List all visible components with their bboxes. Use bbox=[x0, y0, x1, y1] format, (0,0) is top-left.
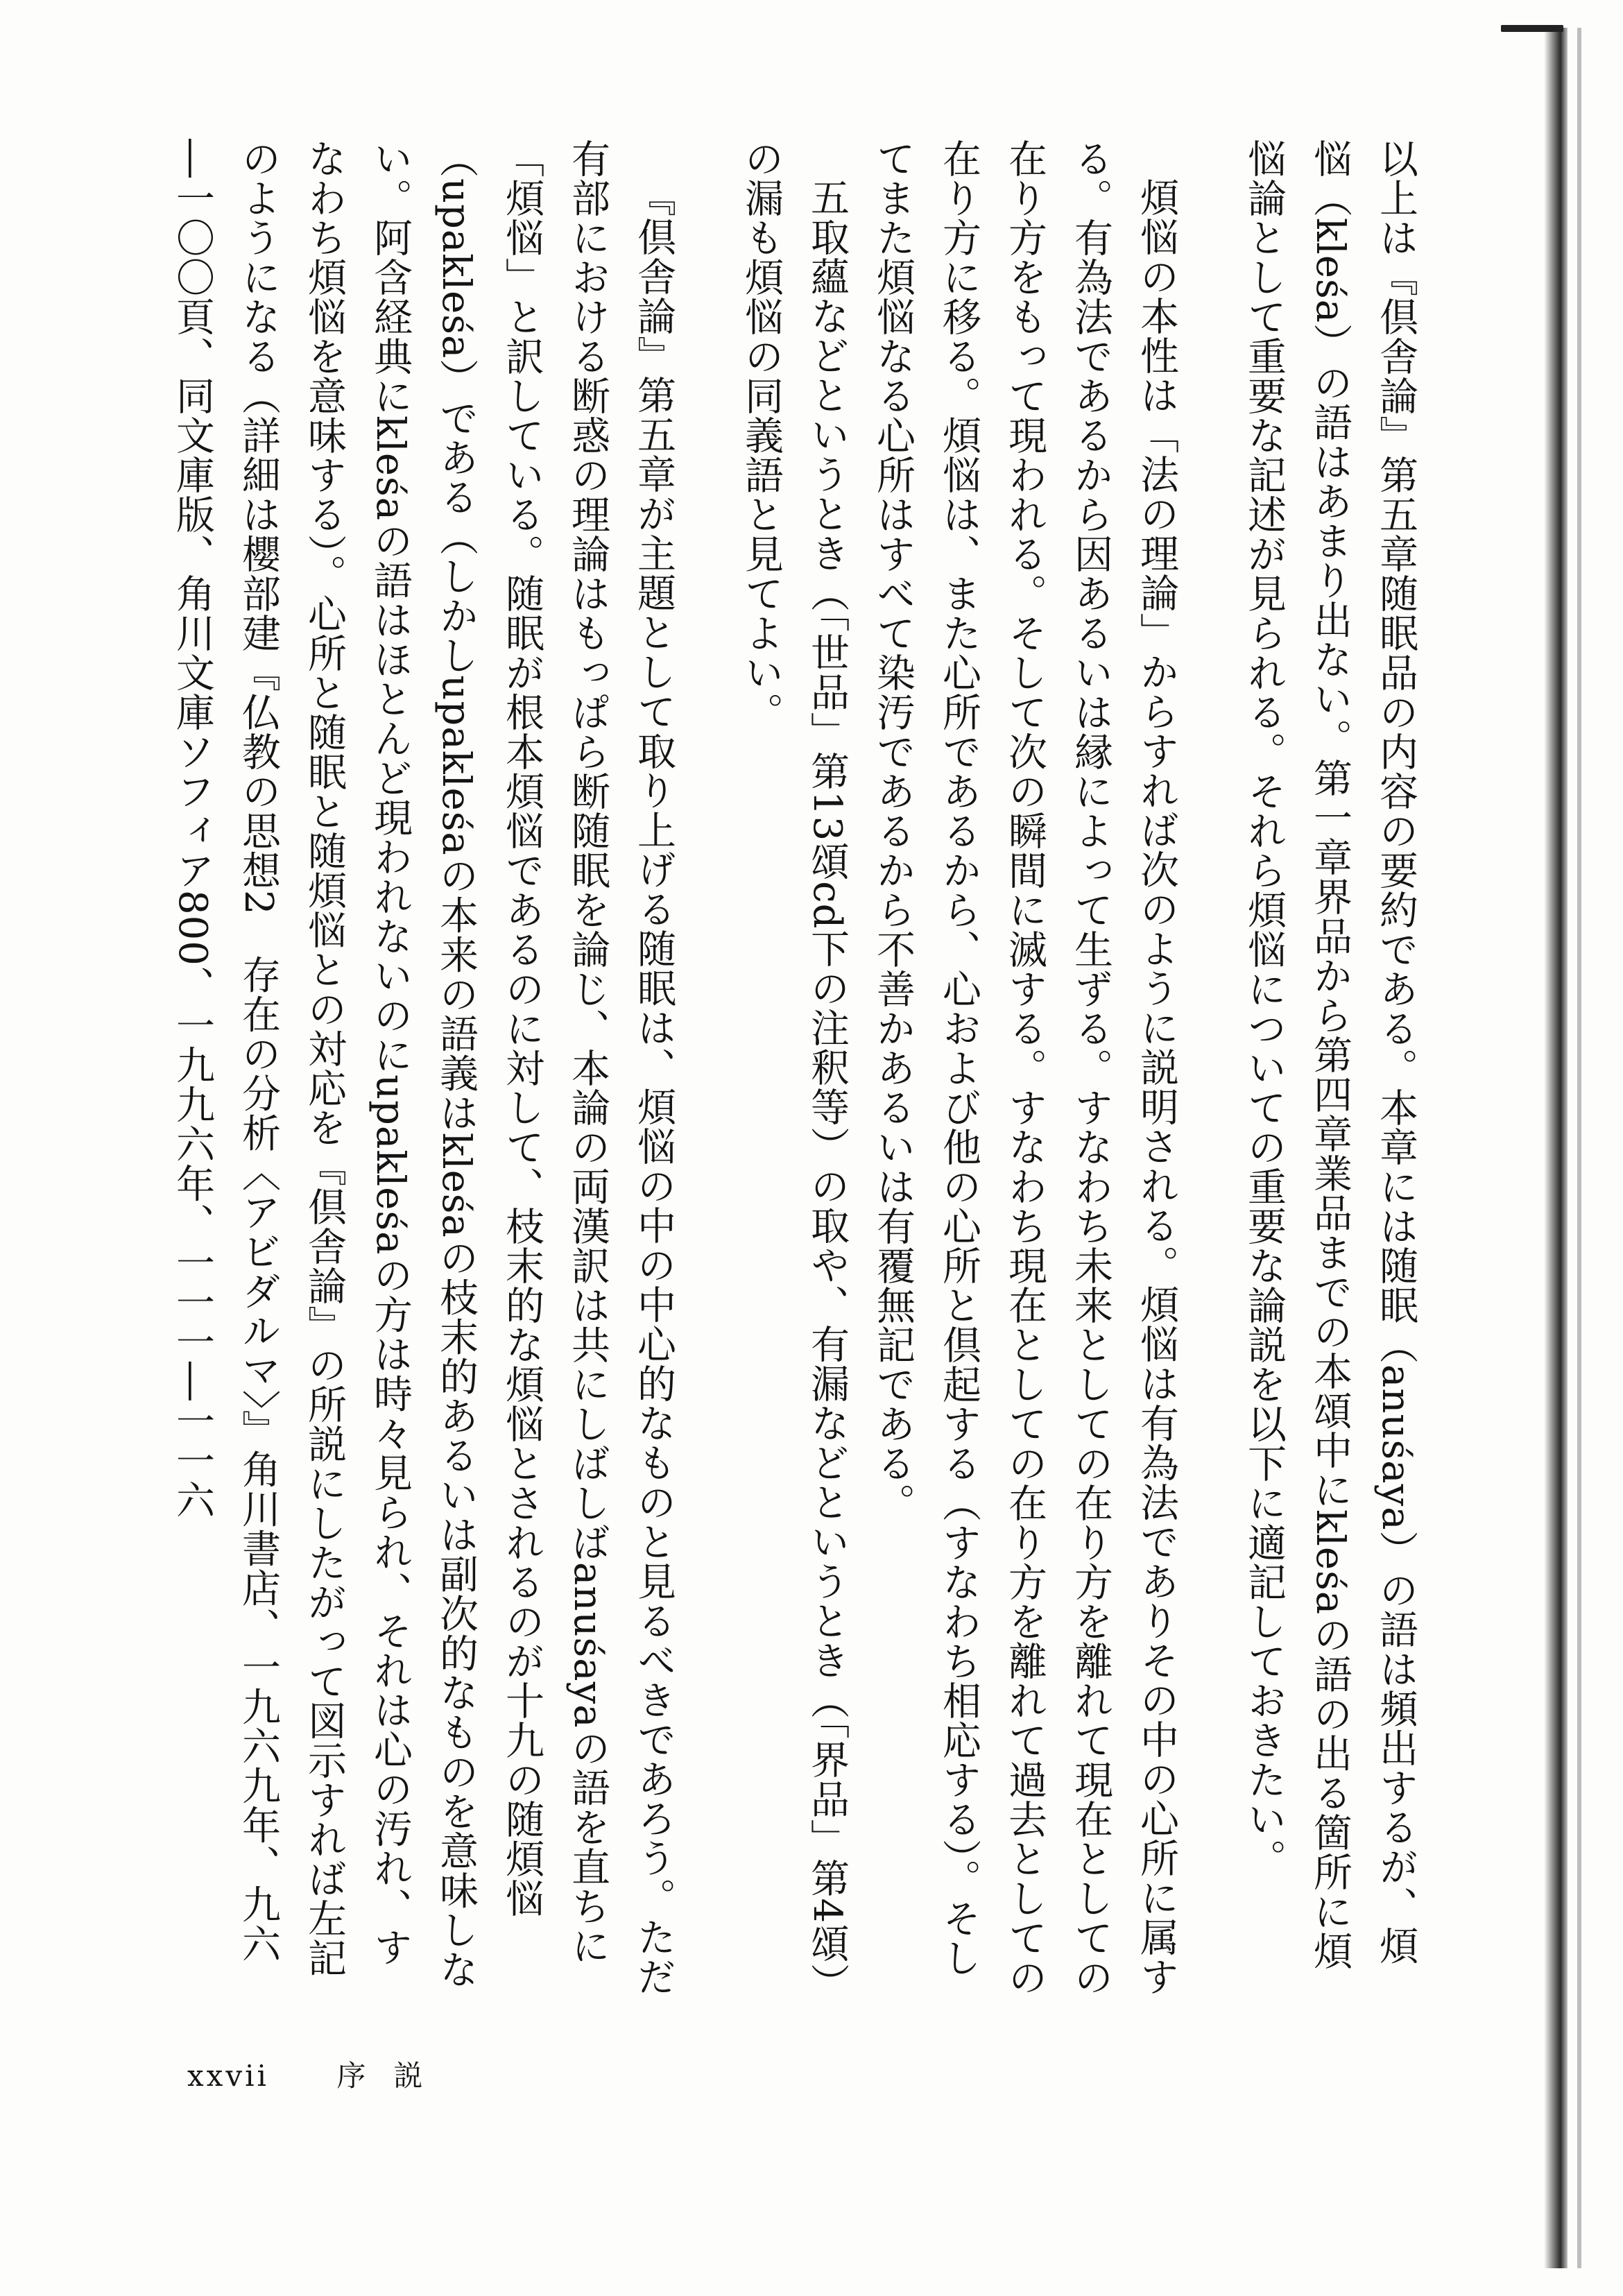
paragraph-synonyms: 五取蘊などというとき（「世品」第13頌cd下の注釈等）の取や、有漏などというとき（「界品」第4頌）の漏も煩悩の同義語と見てよい。 bbox=[739, 139, 850, 1984]
binding-shadow bbox=[1544, 28, 1568, 2268]
paragraph-anusaya: 『倶舎論』第五章が主題として取り上げる随眠は、煩悩の中の中心的なものと見るべきであろう。ただ有部における断惑の理論はもっぱら断随眠を論じ、本論の両漢訳は共にしばしばanuśayaの語を直ちに「煩悩」と訳している。随眠が根本煩悩であるのに対して、枝末的な煩悩とされるのが十九の随煩悩（upakleśa）である（しかしupakleśaの本来の語義はkleśaの枝末的あるいは副次的なものを意味しない。阿含経典にkleśaの語はほとんど現われないのにupakleśaの方は時々見られ、それは心の汚れ、すなわち煩悩を意味する）。心所と随眠と随煩悩との対応を『倶舎論』の所説にしたがって図示すれば左記のようになる（詳細は櫻部建『仏教の思想2 存在の分析〈アビダルマ〉』角川書店、一九六九年、九六―一〇〇頁、同文庫版、角川文庫ソフィア800、一九九六年、一一一―一一六 bbox=[170, 139, 676, 1996]
paragraph-nature-of-klesa: 煩悩の本性は「法の理論」からすれば次のように説明される。煩悩は有為法でありその中の心所に属する。有為法であるから因あるいは縁によって生ずる。すなわち未来としての在り方を離れて現在としての在り方をもって現われる。そして次の瞬間に滅する。すなわち現在としての在り方を離れて過去としての在り方に移る。煩悩は、また心所であるから、心および他の心所と倶起する（すなわち相応する）。そしてまた煩悩なる心所はすべて染汚であるから不善かあるいは有覆無記である。 bbox=[870, 139, 1179, 1997]
running-title: 序説 bbox=[336, 2059, 451, 2093]
vertical-text-body bbox=[166, 139, 1429, 1998]
page-number: xxvii bbox=[187, 2059, 269, 2093]
binding-corner bbox=[1501, 25, 1563, 32]
page-edge bbox=[1577, 28, 1581, 2268]
paragraph-summary: 以上は『倶舎論』第五章随眠品の内容の要約である。本章には随眠（anuśaya）の語は頻出するが、煩悩（kleśa）の語はあまり出ない。第一章界品から第四章業品までの本頌中にkleśaの語の出る箇所に煩悩論として重要な記述が見られる。それら煩悩についての重要な論説を以下に適記しておきたい。 bbox=[1242, 139, 1418, 1971]
page-footer bbox=[187, 2053, 450, 2095]
